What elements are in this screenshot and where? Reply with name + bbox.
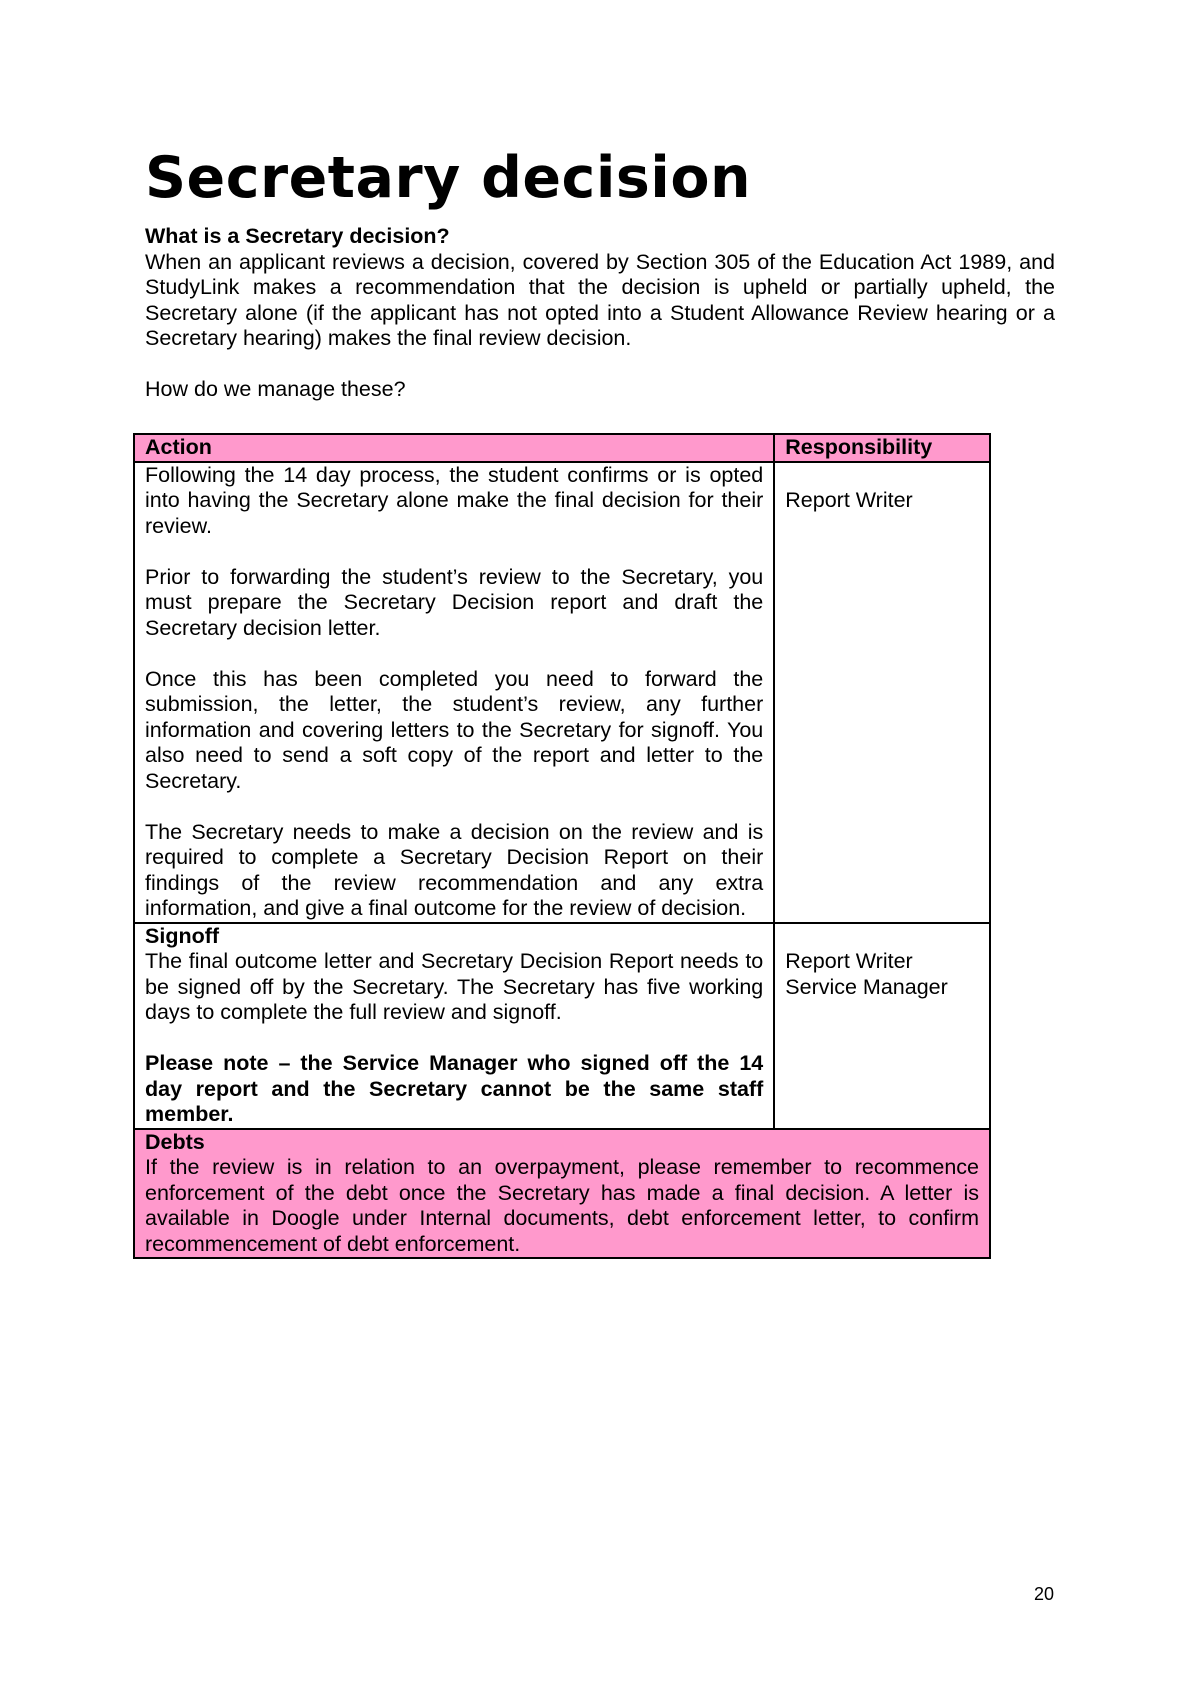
header-action: Action	[134, 434, 774, 462]
intro-question: What is a Secretary decision?	[145, 224, 450, 248]
table-row	[134, 923, 990, 1129]
signoff-note: Please note – the Service Manager who signed off the 14 day report and the Secretary cannot be the same staff member.	[145, 1051, 764, 1126]
responsibility-text: Report Writer	[785, 488, 913, 512]
signoff-heading: Signoff	[145, 923, 220, 948]
debts-heading: Debts	[145, 1129, 205, 1154]
table-row	[134, 462, 990, 923]
table-header-row	[134, 434, 990, 462]
action-cell	[134, 462, 774, 923]
intro-manage-text: How do we manage these?	[145, 376, 406, 401]
responsibility-cell	[774, 923, 990, 1129]
responsibility-text: Service Manager	[785, 974, 948, 999]
intro-paragraph: When an applicant reviews a decision, covered by Section 305 of the Education Act 1989, and StudyLink makes a recommendation that the decision is upheld or partially upheld, the Secretary alone (if the applicant has not opted into a Student Allowance Review hearing or a Secretary hearing) makes the final review decision.	[145, 249, 1055, 350]
process-table	[133, 433, 991, 1259]
page-number: 20	[1034, 1584, 1055, 1604]
responsibility-cell	[774, 462, 990, 923]
signoff-text: The final outcome letter and Secretary Decision Report needs to be signed off by the Secretary. The Secretary has five working days to complete the full review and signoff.	[145, 949, 764, 1024]
debts-text: If the review is in relation to an overpayment, please remember to recommence enforcement of the debt once the Secretary has made a final decision. A letter is available in Doogle under Internal documents, debt enforcement letter, to confirm recommencement of debt enforcement.	[145, 1155, 979, 1256]
row1-paragraph: Once this has been completed you need to forward the submission, the letter, the student’s review, any further information and covering letters to the Secretary for signoff. You also need to send a soft copy of the report and letter to the Secretary.	[145, 666, 764, 793]
header-responsibility: Responsibility	[774, 434, 990, 462]
intro-section	[145, 224, 1055, 402]
row1-paragraph: Prior to forwarding the student’s review to the Secretary, you must prepare the Secretary Decision report and draft the Secretary decision letter.	[145, 564, 764, 640]
page-title: Secretary decision	[145, 145, 752, 211]
row1-paragraph: The Secretary needs to make a decision on the review and is required to complete a Secretary Decision Report on their findings of the review recommendation and any extra information, and give a final outcome for the review of decision.	[145, 819, 764, 920]
row1-paragraph: Following the 14 day process, the student confirms or is opted into having the Secretary alone make the final decision for their review.	[145, 462, 764, 538]
debts-cell	[134, 1129, 990, 1259]
table-row	[134, 1129, 990, 1259]
action-cell	[134, 923, 774, 1129]
responsibility-text: Report Writer	[785, 949, 913, 973]
